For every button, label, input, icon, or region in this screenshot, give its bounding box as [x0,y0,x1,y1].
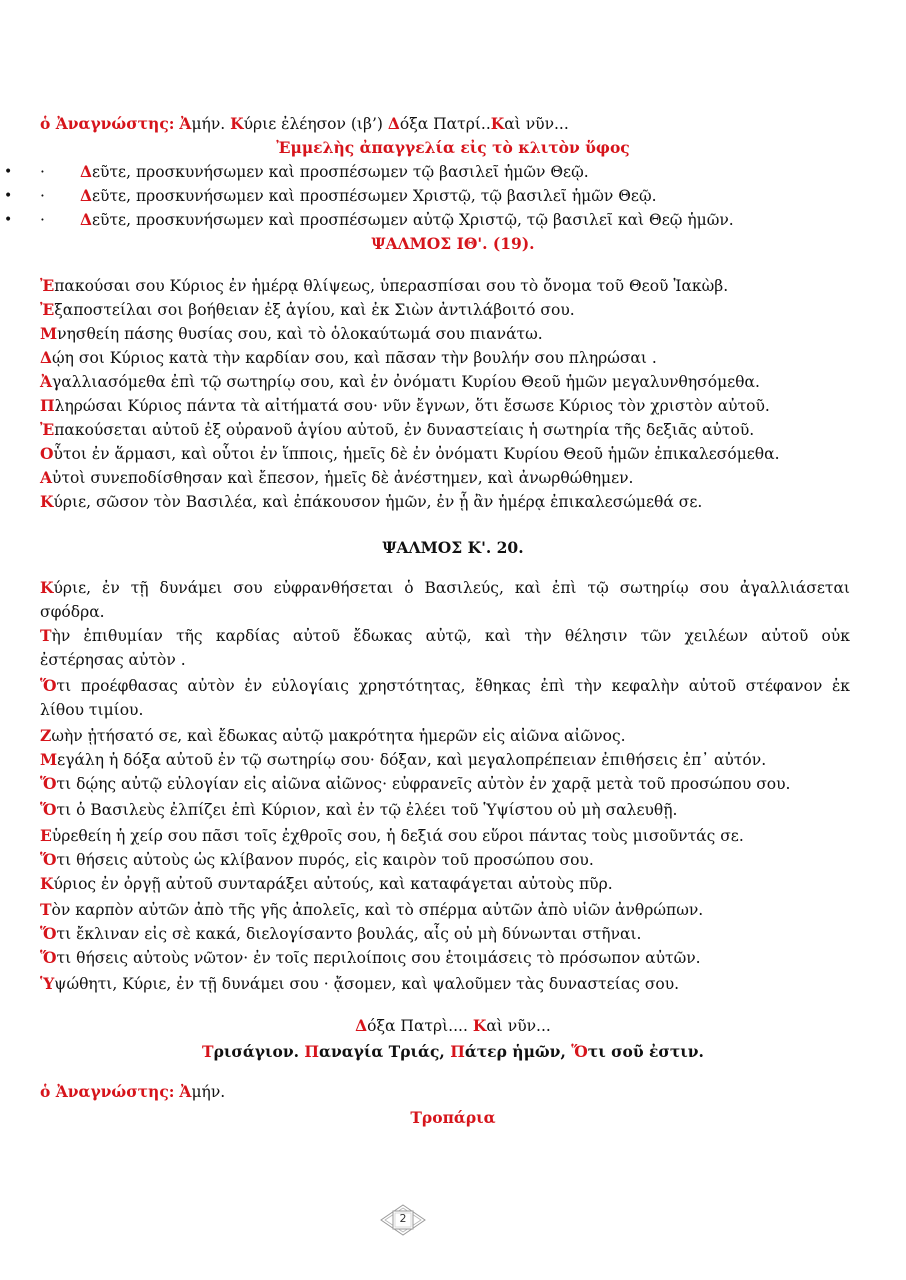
initial-letter: Μ [40,324,58,343]
reader-amen-line [40,1080,860,1104]
verse-text: πακούσαι σου Κύριος ἐν ἡμέρᾳ θλίψεως, ὑπερασπίσαι σου τὸ ὄνομα τοῦ Θεοῦ Ἰακὼβ. [54,277,729,295]
list-item-text: εῦτε, προσκυνήσωμεν καὶ προσπέσωμεν αὐτῷ Χριστῷ, τῷ βασιλεῖ καὶ Θεῷ ἡμῶν. [92,211,734,229]
initial-letter: Ἐ [40,420,55,439]
verse-text: γαλλιασόμεθα ἐπὶ τῷ σωτηρίῳ σου, καὶ ἐν ὀνόματι Κυρίου Θεοῦ ἡμῶν μεγαλυνθησόμεθα. [52,373,760,391]
verse-line [40,898,860,922]
verse-text: ληρώσαι Κύριος πάντα τὰ αἰτήματά σου· νῦν ἔγνων, ὅτι ἔσωσε Κύριος τὸν χριστὸν αὐτοῦ. [54,397,770,415]
trisagion-text: άτερ ἡμῶν, [464,1042,572,1061]
doxology-line [0,1014,906,1038]
middle-dot: · [40,163,45,181]
verse-line [40,624,850,648]
list-item-text: εῦτε, προσκυνήσωμεν καὶ προσπέσωμεν τῷ βασιλεῖ ἡμῶν Θεῷ. [92,163,589,181]
verse-text: ὐτοὶ συνεποδίσθησαν καὶ ἔπεσον, ἡμεῖς δὲ ἀνέστημεν, καὶ ἀνωρθώθημεν. [52,469,634,487]
verse-line [40,298,860,322]
verse-text: ῴη σοι Κύριος κατὰ τὴν καρδίαν σου, καὶ πᾶσαν τὴν βουλήν σου πληρώσαι . [52,349,657,367]
initial-letter: Ὅ [40,800,57,819]
verse-line [40,772,860,796]
intro-text: ύριε ἐλέησον (ιβ’) [243,115,388,133]
verse-text: ύριος ἐν ὀργῇ αὐτοῦ συνταράξει αὐτούς, καὶ καταφάγεται αὐτοὺς πῦρ. [53,875,613,893]
verse-text: ωὴν ᾐτήσατό σε, καὶ ἔδωκας αὐτῷ μακρότητα ἡμερῶν εἰς αἰῶνα αἰῶνος. [51,727,626,745]
verse-text: τι δῴης αὐτῷ εὐλογίαν εἰς αἰῶνα αἰῶνος· εὐφρανεῖς αὐτὸν ἐν χαρᾷ μετὰ τοῦ προσώπου σου. [56,775,791,793]
verse-line [40,872,860,896]
initial-letter: Ἐ [40,300,55,319]
verse-text: τι προέφθασας αὐτὸν ἐν εὐλογίαις χρηστότητας, ἔθηκας ἐπὶ τὴν κεφαλὴν αὐτοῦ στέφανον ἐκ [56,677,850,695]
verse-text: τι ὁ Βασιλεὺς ἐλπίζει ἐπὶ Κύριον, καὶ ἐν τῷ ἐλέει τοῦ Ὑψίστου οὐ μὴ σαλευθῇ. [56,801,678,819]
initial-letter: Ἐ [40,276,55,295]
initial-letter: Ὅ [40,924,57,943]
psalm-20-title: ΨΑΛΜΟΣ Κ'. 20. [382,538,524,557]
verse-continuation: σφόδρα. [40,603,105,621]
verse-line [40,466,860,490]
initial-letter: Μ [40,750,58,769]
initial-letter: Ὅ [40,676,57,695]
initial-letter: Δ [355,1016,368,1035]
intro-text: αὶ νῦν... [504,115,569,133]
bullet-icon: • [4,212,13,228]
verse-line [40,922,860,946]
initial-letter: Ὅ [40,850,57,869]
verse-text: ὸν καρπὸν αὐτῶν ἀπὸ τῆς γῆς ἀπολεῖς, καὶ τὸ σπέρμα αὐτῶν ἀπὸ υἱῶν ἀνθρώπων. [51,901,704,919]
verse-line [40,418,860,442]
doxology-text: όξα Πατρὶ.... [367,1017,473,1035]
initial-letter: Τ [40,900,52,919]
verse-line [40,972,860,996]
verse-line [40,346,860,370]
initial-letter: Π [450,1042,465,1061]
bullet-icon: • [4,188,13,204]
verse-text: ὗτοι ἐν ἅρμασι, καὶ οὗτοι ἐν ἵπποις, ἡμεῖς δὲ ἐν ὀνόματι Κυρίου Θεοῦ ἡμῶν ἐπικαλεσόμεθα. [53,445,780,463]
trisagion-text: ρισάγιον. [213,1042,305,1061]
initial-letter: Δ [80,186,93,205]
initial-letter: Τ [40,626,52,645]
verse-text: ψώθητι, Κύριε, ἐν τῇ δυνάμει σου · ᾄσομεν, καὶ ψαλοῦμεν τὰς δυναστείας σου. [54,975,680,993]
initial-letter: Κ [230,114,244,133]
reader-label: ὁ Ἀναγνώστης: [40,114,175,133]
initial-letter: Ὅ [40,948,57,967]
troparia-heading: Τροπάρια [410,1108,496,1127]
verse-line [40,798,860,822]
psalm-19-title: ΨΑΛΜΟΣ ΙΘ'. (19). [371,234,535,253]
list-item-text: εῦτε, προσκυνήσωμεν καὶ προσπέσωμεν Χριστῷ, τῷ βασιλεῖ ἡμῶν Θεῷ. [92,187,657,205]
trisagion-line [0,1040,906,1064]
initial-letter: Π [40,396,55,415]
verse-line [40,322,860,346]
verse-line [40,274,860,298]
initial-letter: Ο [40,444,54,463]
verse-text: ὴν ἐπιθυμίαν τῆς καρδίας αὐτοῦ ἔδωκας αὐτῷ, καὶ τὴν θέλησιν τῶν χειλέων αὐτοῦ οὐκ [51,627,850,645]
initial-letter: Ε [40,826,52,845]
verse-line [40,674,850,698]
verse-text: πακούσεται αὐτοῦ ἐξ οὐρανοῦ ἁγίου αὐτοῦ, ἐν δυναστείαις ἡ σωτηρία τῆς δεξιᾶς αὐτοῦ. [54,421,755,439]
verse-continuation: ἐστέρησας αὐτὸν . [40,651,186,669]
verse-text: τι θήσεις αὐτοὺς ὡς κλίβανον πυρός, εἰς καιρὸν τοῦ προσώπου σου. [56,851,594,869]
middle-dot: · [40,187,45,205]
verse-text: ξαποστείλαι σοι βοήθειαν ἐξ ἁγίου, καὶ ἐκ Σιὼν ἀντιλάβοιτό σου. [54,301,575,319]
initial-letter: Ὅ [40,774,57,793]
intro-text: όξα Πατρί.. [399,115,491,133]
verse-text: νησθείη πάσης θυσίας σου, καὶ τὸ ὁλοκαύτωμά σου πιανάτω. [57,325,543,343]
verse-text: ύριε, σῶσον τὸν Βασιλέα, καὶ ἐπάκουσον ἡμῶν, ἐν ᾗ ἂν ἡμέρᾳ ἐπικαλεσώμεθά σε. [53,493,703,511]
verse-text: τι θήσεις αὐτοὺς νῶτον· ἐν τοῖς περιλοίποις σου ἑτοιμάσεις τὸ πρόσωπον αὐτῶν. [56,949,701,967]
verse-line [40,848,860,872]
verse-continuation: λίθου τιμίου. [40,701,144,719]
reader-text: μήν. [191,1083,226,1101]
initial-letter: Δ [387,114,400,133]
bullet-icon: • [4,164,13,180]
trisagion-text: τι σοῦ ἐστιν. [587,1042,704,1061]
verse-text: ύριε, ἐν τῇ δυνάμει σου εὐφρανθήσεται ὁ Βασιλεύς, καὶ ἐπὶ τῷ σωτηρίῳ σου ἀγαλλιάσεται [53,579,850,597]
verse-line [40,370,860,394]
initial-letter: Ὅ [571,1042,588,1061]
initial-letter: Ὑ [40,974,55,993]
middle-dot: · [40,211,45,229]
page-number-ornament [379,1204,427,1236]
initial-letter: Ἀ [179,1082,192,1101]
initial-letter: Ἀ [40,372,53,391]
initial-letter: Δ [80,210,93,229]
initial-letter: Κ [490,114,505,133]
initial-letter: Π [304,1042,320,1061]
initial-letter: Τ [202,1042,214,1061]
verse-line [40,442,860,466]
reader-label: ὁ Ἀναγνώστης: [40,1082,175,1101]
initial-letter: Κ [40,492,54,511]
initial-letter: Δ [40,348,53,367]
initial-letter: Κ [472,1016,487,1035]
page-number: 2 [399,1212,407,1225]
verse-text: τι ἔκλιναν εἰς σὲ κακά, διελογίσαντο βουλάς, αἷς οὐ μὴ δύνωνται στῆναι. [56,925,642,943]
verse-text: ὑρεθείη ἡ χείρ σου πᾶσι τοῖς ἐχθροῖς σου, ἡ δεξιά σου εὕροι πάντας τοὺς μισοῦντάς σε. [51,827,744,845]
section-heading: Ἐμμελὴς ἀπαγγελία εἰς τὸ κλιτὸν ὕφος [276,138,630,157]
verse-line [40,946,860,970]
initial-letter: Κ [40,578,54,597]
verse-line [40,824,860,848]
initial-letter: Α [40,468,53,487]
reader-intro-line [40,112,860,136]
verse-text: εγάλη ἡ δόξα αὐτοῦ ἐν τῷ σωτηρίῳ σου· δόξαν, καὶ μεγαλοπρέπειαν ἐπιθήσεις ἐπ᾿ αὐτόν. [57,751,767,769]
verse-line [40,490,860,514]
verse-line [40,724,860,748]
verse-line [40,748,860,772]
initial-letter: Ἀ [179,114,192,133]
initial-letter: Κ [40,874,54,893]
verse-line [40,576,850,600]
intro-text: μήν. [191,115,231,133]
verse-line [40,394,860,418]
trisagion-text: αναγία Τριάς, [319,1042,451,1061]
initial-letter: Ζ [40,726,52,745]
doxology-text: αὶ νῦν... [486,1017,551,1035]
initial-letter: Δ [80,162,93,181]
